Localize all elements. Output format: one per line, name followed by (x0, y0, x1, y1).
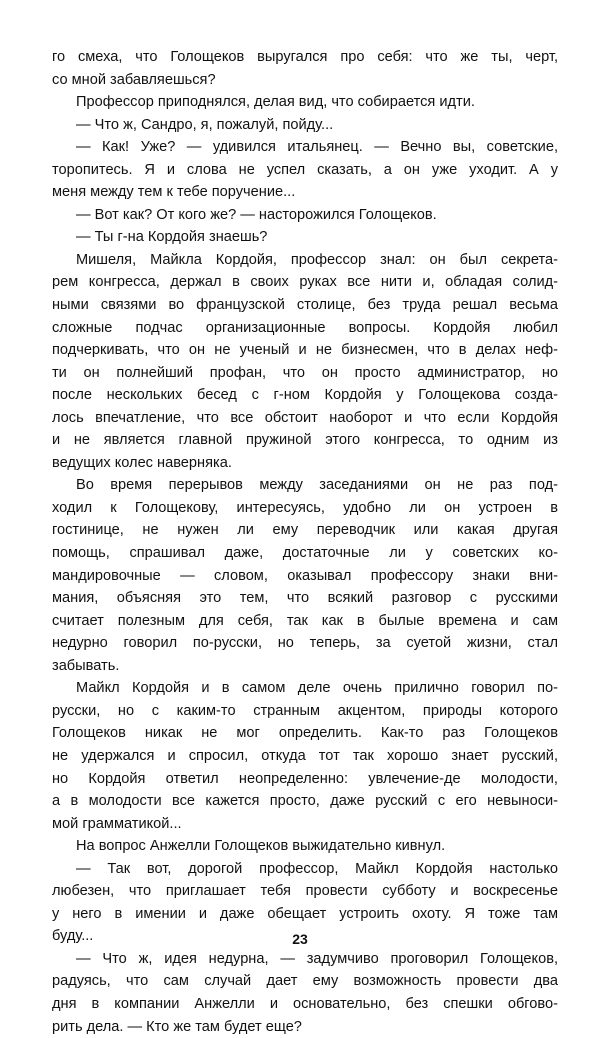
text-line: гостинице, не нужен ли ему переводчик или какая другая (52, 522, 558, 539)
text-line: Профессор приподнялся, делая вид, что собирается идти. (76, 94, 475, 111)
text-line: забывать. (52, 657, 120, 674)
text-line: сложные подчас организационные вопросы. Кордойя любил (52, 319, 558, 336)
text-line: Мишеля, Майкла Кордойя, профессор знал: он был секрета- (76, 251, 558, 268)
text-line: ти он полнейший профан, что он просто администратор, но (52, 364, 558, 381)
text-line: радуясь, что сам случай дает ему возможность провести два (52, 973, 558, 990)
text-line: ведущих колес наверняка. (52, 454, 232, 471)
page-text (52, 46, 558, 1038)
text-line: рить дела. — Кто же там будет еще? (52, 1018, 302, 1035)
text-line: но Кордойя ответил неопределенно: увлечение-де молодости, (52, 770, 558, 787)
text-line: ными связями во французской столице, без труда решал весьма (52, 297, 558, 314)
text-line: у него в имении и даже обещает устроить охоту. Я тоже там (52, 905, 558, 922)
text-line: и не является главной пружиной этого конгресса, то одним из (52, 432, 558, 449)
text-line: — Что ж, Сандро, я, пожалуй, пойду... (76, 116, 334, 133)
text-line: дня в компании Анжелли и основательно, без спешки обгово- (52, 995, 558, 1012)
text-line: мания, объясняя это тем, что всякий разговор с русскими (52, 590, 558, 607)
text-line: На вопрос Анжелли Голощеков выжидательно кивнул. (76, 838, 446, 855)
text-line: мой грамматикой... (52, 815, 182, 832)
text-line: считает полезным для себя, так как в былые времена и сам (52, 612, 558, 629)
text-line: — Так вот, дорогой профессор, Майкл Кордойя настолько (76, 860, 558, 877)
text-line: а в молодости все кажется просто, даже русский с его невыноси- (52, 793, 558, 810)
text-line: — Что ж, идея недурна, — задумчиво проговорил Голощеков, (76, 950, 558, 967)
text-line: после нескольких бесед с г-ном Кордойя у Голощекова созда- (52, 387, 558, 404)
text-line: лось впечатление, что все обстоит наоборот и что если Кордойя (52, 409, 558, 426)
text-line: Майкл Кордойя и в самом деле очень прилично говорил по- (76, 680, 558, 697)
text-line: — Вот как? От кого же? — насторожился Голощеков. (76, 206, 437, 223)
text-line: го смеха, что Голощеков выругался про себя: что же ты, черт, (52, 49, 558, 65)
text-line: Во время перерывов между заседаниями он не раз под- (76, 477, 558, 494)
text-line: меня между тем к тебе поручение... (52, 184, 296, 201)
text-line: ходил к Голощекову, интересуясь, удобно ли он устроен в (52, 499, 558, 516)
text-line: любезен, что приглашает тебя провести субботу и воскресенье (52, 883, 558, 900)
text-line: торопитесь. Я и слова не успел сказать, а он уже уходит. А у (52, 161, 558, 178)
text-line: буду... (52, 928, 94, 945)
text-line: подчеркивать, что он не ученый и не бизнесмен, что в делах неф- (52, 342, 558, 359)
text-line: не удержался и спросил, откуда тот так хорошо знает русский, (52, 747, 558, 764)
text-line: со мной забавляешься? (52, 71, 216, 88)
page-number: 23 (292, 931, 308, 947)
text-line: русски, но с каким-то странным акцентом, природы которого (52, 702, 558, 719)
text-line: — Как! Уже? — удивился итальянец. — Вечно вы, советские, (76, 139, 558, 156)
text-line: — Ты г-на Кордойя знаешь? (76, 229, 268, 246)
text-line: Голощеков никак не мог определить. Как-то раз Голощеков (52, 725, 558, 742)
text-line: рем конгресса, держал в своих руках все нити и, обладая солид- (52, 274, 558, 291)
text-line: помощь, спрашивал даже, достаточные ли у советских ко- (52, 545, 558, 562)
text-line: мандировочные — словом, оказывал профессору знаки вни- (52, 567, 558, 584)
text-line: недурно говорил по-русски, но теперь, за суетой жизни, стал (52, 635, 558, 652)
